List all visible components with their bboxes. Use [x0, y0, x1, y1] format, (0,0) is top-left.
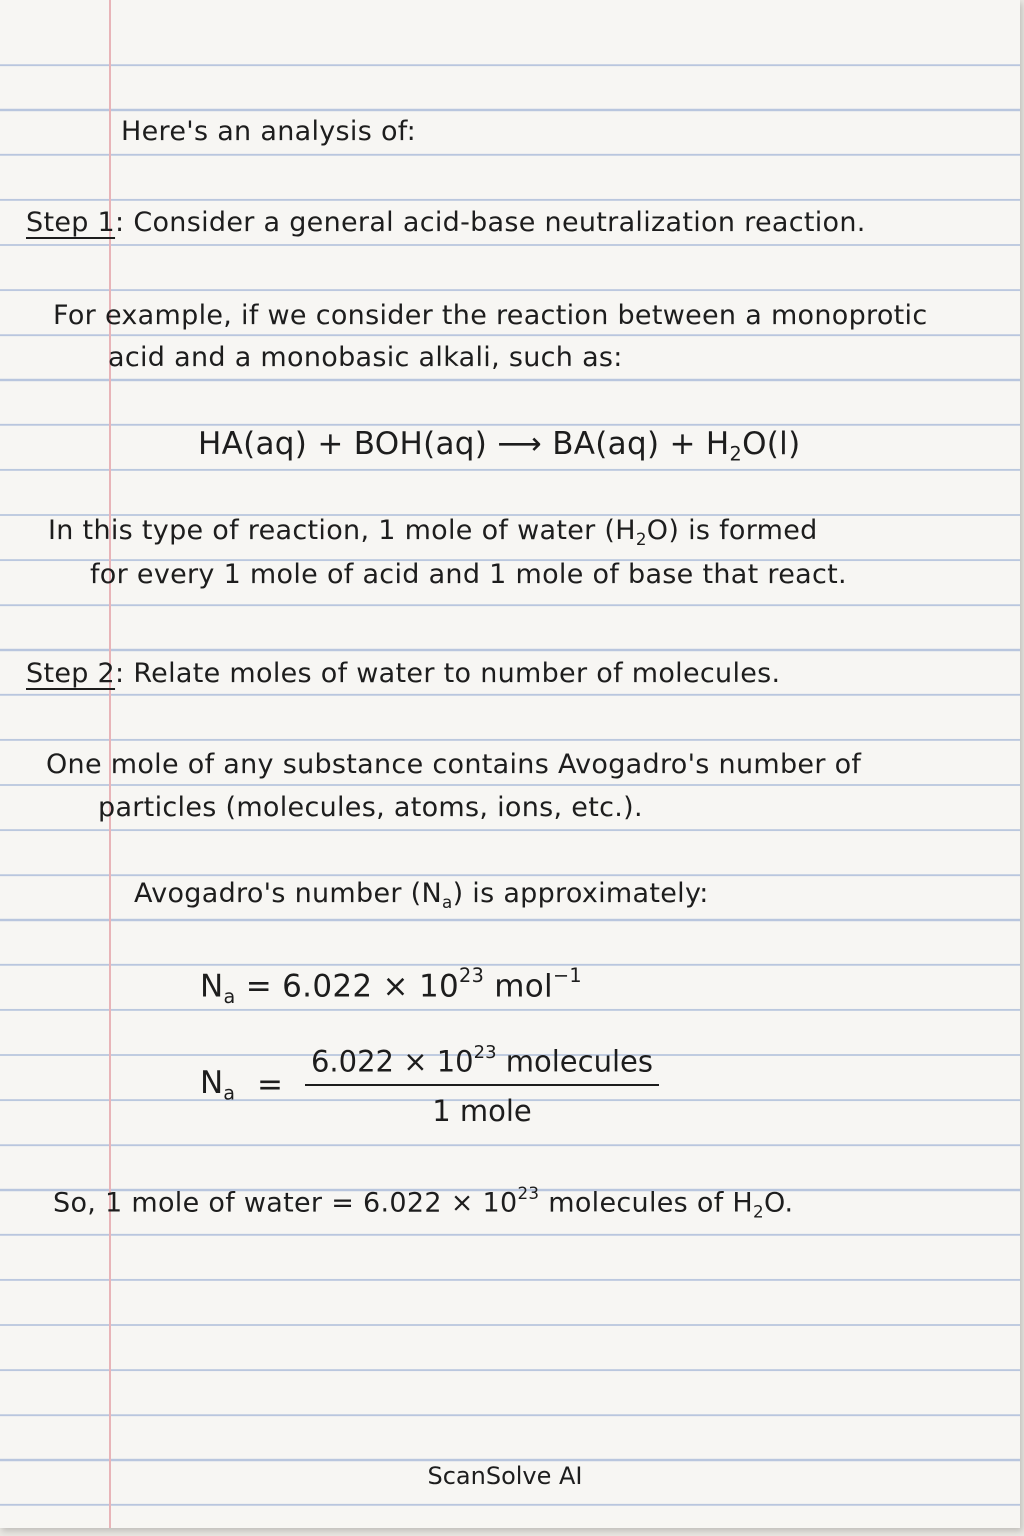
avogadro-fraction-equation — [200, 1042, 659, 1128]
footer-brand: ScanSolve AI — [427, 1462, 583, 1490]
step1-paragraph-line1: For example, if we consider the reaction between a monoprotic — [53, 300, 928, 331]
step2-paragraph-line2: particles (molecules, atoms, ions, etc.). — [98, 792, 643, 823]
step1-title: : Consider a general acid-base neutralization reaction. — [115, 207, 866, 238]
fraction-denominator: 1 mole — [432, 1094, 532, 1129]
step1-note-line1: In this type of reaction, 1 mole of water $(H_2O)$ is formed — [48, 515, 818, 549]
step1-heading — [26, 205, 866, 241]
fraction-equals: = — [256, 1067, 283, 1104]
step1-label: Step 1 — [26, 207, 116, 238]
step2-paragraph-line1: One mole of any substance contains Avogadro's number of — [46, 749, 862, 780]
step1-paragraph-line2: acid and a monobasic alkali, such as: — [108, 342, 623, 373]
fraction-lhs: $N_a$ — [200, 1065, 235, 1106]
fraction — [305, 1042, 659, 1128]
step2-label: Step 2 — [26, 658, 116, 689]
step2-heading — [26, 656, 780, 692]
step2-title: : Relate moles of water to number of molecules. — [115, 658, 781, 689]
fraction-numerator: $6.022 \times 10^{23}$ molecules — [305, 1042, 659, 1086]
conclusion-text: So, 1 mole of water = $6.022 \times 10^{23}$ molecules of $H_2O$. — [53, 1183, 794, 1222]
avogadro-intro: Avogadro's number $(N_a)$ is approximately: — [134, 878, 709, 912]
reaction-equation: HA(aq) + BOH(aq) ⟶ $BA(aq) + H_2O(l)$ — [198, 426, 801, 466]
avogadro-equation: $N_a = 6.022 \times 10^{23}$ mol$^{-1}$ — [200, 964, 582, 1009]
step1-note-line2: for every 1 mole of acid and 1 mole of base that react. — [90, 559, 847, 590]
intro-text: Here's an analysis of: — [121, 116, 417, 147]
